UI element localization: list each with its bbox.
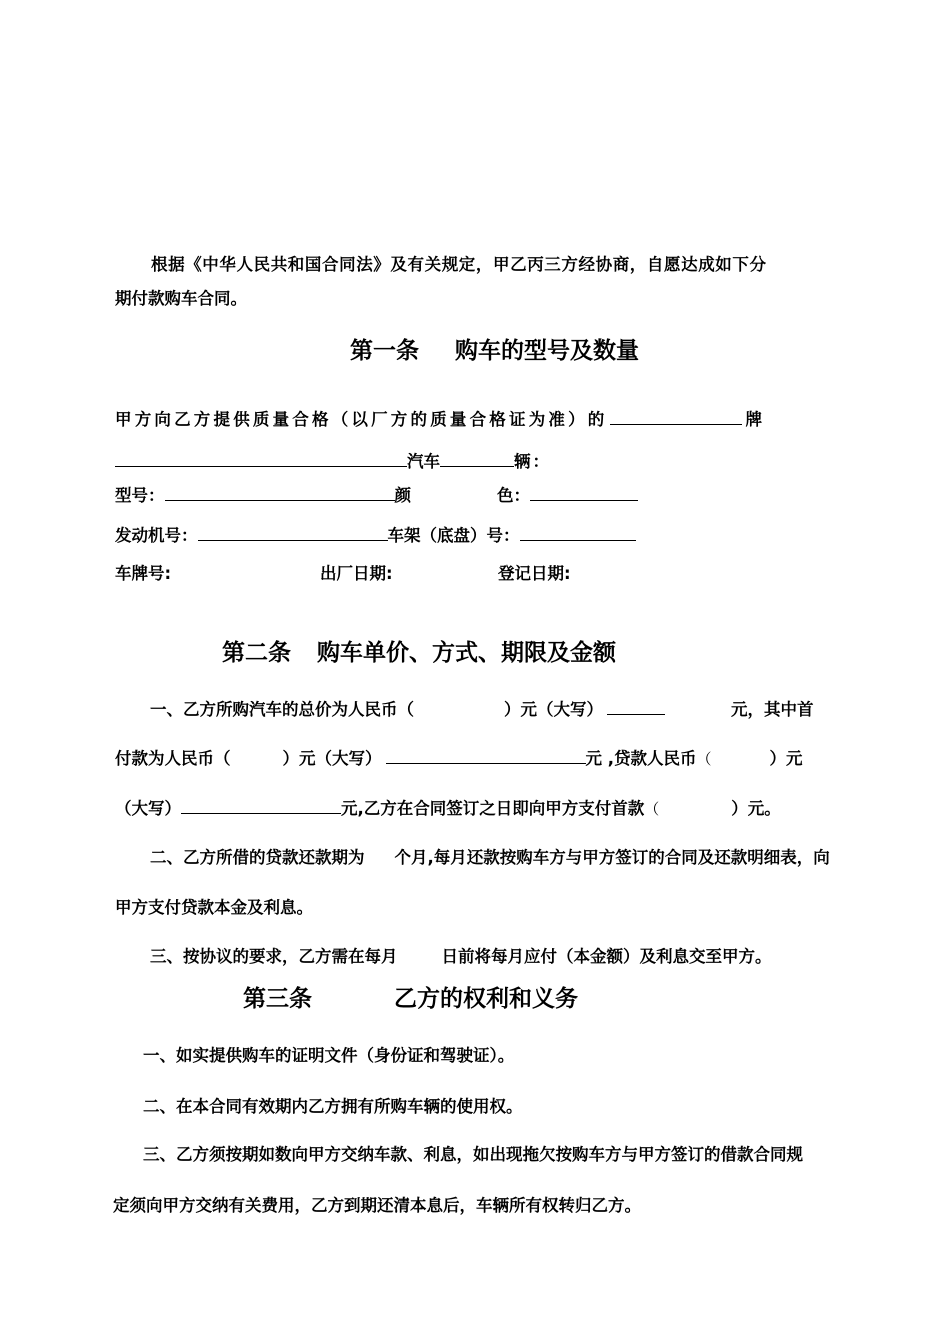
- loan-uppercase-blank[interactable]: [181, 797, 341, 814]
- loan-text: 元 ,贷款人民币: [585, 749, 697, 768]
- clause-2-1-line-3: [115, 797, 781, 820]
- model-label: 型号：: [115, 486, 165, 505]
- clause-2-3: [150, 946, 772, 968]
- clause-2-2-line-2: 甲方支付贷款本金及利息。: [115, 898, 313, 917]
- intro-line-1: 根据《中华人民共和国合同法》及有关规定，甲乙丙三方经协商，自愿达成如下分: [151, 255, 767, 274]
- registration-date: 登记日期:: [498, 564, 571, 583]
- first-pay-text: 元,乙方在合同签订之日即向甲方支付首款: [341, 799, 645, 818]
- first-pay-close: ）元。: [731, 799, 781, 818]
- intro-line-2: 期付款购车合同。: [115, 289, 247, 308]
- color-label-2: 色：: [497, 486, 530, 505]
- car-label: 汽车: [407, 452, 440, 471]
- article-3-title: 乙方的权利和义务: [394, 986, 578, 1012]
- first-payment-text: 付款为人民币（: [115, 749, 231, 768]
- factory-date: 出厂日期:: [320, 564, 393, 583]
- model-blank[interactable]: [165, 484, 395, 501]
- brand-suffix: 牌: [745, 410, 766, 429]
- clause-3-1: 一、如实提供购车的证明文件（身份证和驾驶证）。: [143, 1046, 515, 1065]
- car-type-blank[interactable]: [115, 450, 407, 467]
- total-uppercase-blank[interactable]: [607, 698, 665, 715]
- clause-3-3-line-2: 定须向甲方交纳有关费用，乙方到期还清本息后，车辆所有权转归乙方。: [113, 1196, 641, 1215]
- clause-2-1-line-1: [150, 698, 814, 721]
- uppercase-label-3: （大写）: [115, 799, 181, 818]
- due-date-tail: 日前将每月应付（本金额）及利息交至甲方。: [441, 947, 772, 966]
- loan-close: ）元: [769, 749, 803, 768]
- first-payment-uppercase-blank[interactable]: [386, 747, 586, 764]
- color-label-1: 颜: [394, 486, 411, 505]
- quantity-blank[interactable]: [440, 450, 514, 467]
- loan-open-paren: （: [696, 750, 712, 768]
- uppercase-label: ）元（大写）: [504, 700, 603, 719]
- article-1-title: 购车的型号及数量: [455, 338, 639, 364]
- clause-3-2: 二、在本合同有效期内乙方拥有所购车辆的使用权。: [143, 1097, 523, 1116]
- article-1-paragraph: [115, 408, 765, 431]
- engine-frame-line: [115, 524, 636, 547]
- frame-label: 车架（底盘）号：: [387, 526, 520, 545]
- frame-blank[interactable]: [520, 524, 636, 541]
- engine-blank[interactable]: [198, 524, 388, 541]
- due-date-text: 三、按协议的要求，乙方需在每月: [150, 947, 398, 966]
- article-3-number: 第三条: [243, 986, 312, 1012]
- article-1-heading: [350, 336, 639, 366]
- article-1-number: 第一条: [350, 338, 419, 364]
- clause-2-1-line-2: [115, 747, 803, 770]
- article-3-heading: [243, 984, 578, 1014]
- plate-label: 车牌号:: [115, 564, 172, 583]
- article-2-heading: [222, 638, 616, 668]
- car-quantity-line: [115, 450, 551, 473]
- article-2-title: 购车单价、方式、期限及金额: [317, 640, 616, 666]
- clause-2-2-line-1: [150, 847, 830, 869]
- first-payment-lead: 元，其中首: [731, 700, 814, 719]
- article-2-number: 第二条: [222, 640, 291, 666]
- monthly-repay-text: 个月,每月还款按购车方与甲方签订的合同及还款明细表，向: [394, 848, 830, 867]
- plate-dates-line: [115, 563, 171, 585]
- brand-blank[interactable]: [610, 408, 742, 425]
- engine-label: 发动机号：: [115, 526, 198, 545]
- quantity-label: 辆：: [514, 452, 551, 471]
- supply-text: 甲方向乙方提供质量合格（以厂方的质量合格证为准）的: [115, 410, 608, 429]
- model-color-line: [115, 484, 638, 507]
- clause-3-3-line-1: 三、乙方须按期如数向甲方交纳车款、利息，如出现拖欠按购车方与甲方签订的借款合同规: [143, 1145, 803, 1164]
- uppercase-label-2: ）元（大写）: [282, 749, 382, 768]
- loan-term-text: 二、乙方所借的贷款还款期为: [150, 848, 365, 867]
- first-pay-open-paren: （: [644, 800, 660, 818]
- color-blank[interactable]: [530, 484, 638, 501]
- total-price-text: 一、乙方所购汽车的总价为人民币（: [150, 700, 414, 719]
